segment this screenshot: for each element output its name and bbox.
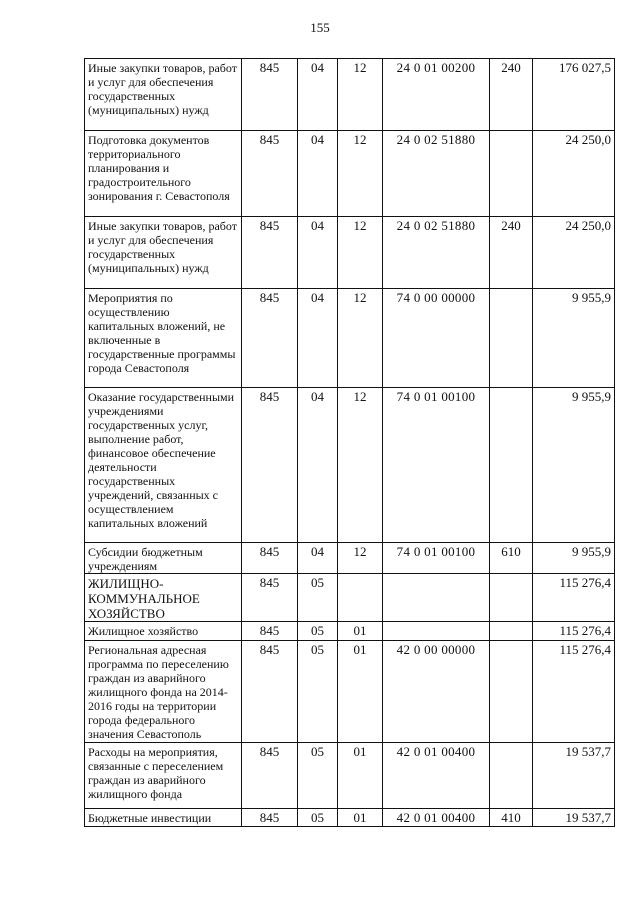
table-row	[85, 289, 615, 388]
row-section-cell: 05	[298, 622, 338, 641]
row-subsection-cell: 01	[338, 641, 383, 743]
row-name-cell: Бюджетные инвестиции	[85, 809, 242, 827]
row-grbs-cell: 845	[242, 641, 298, 743]
row-expense-type-cell: 610	[490, 543, 533, 574]
table-row	[85, 543, 615, 574]
table-row	[85, 574, 615, 622]
row-grbs-cell: 845	[242, 217, 298, 289]
row-target-article-cell: 42 0 01 00400	[383, 809, 490, 827]
row-expense-type-cell	[490, 641, 533, 743]
row-target-article-cell: 42 0 01 00400	[383, 743, 490, 809]
row-expense-type-cell: 240	[490, 59, 533, 131]
row-name-cell: Расходы на мероприятия, связанные с переселением граждан из аварийного жилищного фонда	[85, 743, 242, 809]
row-target-article-cell	[383, 622, 490, 641]
row-target-article-cell: 24 0 02 51880	[383, 217, 490, 289]
row-subsection-cell: 01	[338, 743, 383, 809]
table-row	[85, 622, 615, 641]
row-section-cell: 04	[298, 289, 338, 388]
row-subsection-cell: 12	[338, 543, 383, 574]
row-sum-cell: 115 276,4	[533, 574, 615, 622]
row-target-article-cell: 74 0 01 00100	[383, 543, 490, 574]
row-expense-type-cell	[490, 289, 533, 388]
row-name-cell: ЖИЛИЩНО-КОММУНАЛЬНОЕ ХОЗЯЙСТВО	[85, 574, 242, 622]
row-expense-type-cell: 240	[490, 217, 533, 289]
row-subsection-cell: 01	[338, 622, 383, 641]
row-name-cell: Жилищное хозяйство	[85, 622, 242, 641]
row-subsection-cell	[338, 574, 383, 622]
row-section-cell: 04	[298, 131, 338, 217]
row-name-cell: Иные закупки товаров, работ и услуг для обеспечения государственных (муниципальных) нужд	[85, 59, 242, 131]
row-sum-cell: 19 537,7	[533, 809, 615, 827]
row-sum-cell: 19 537,7	[533, 743, 615, 809]
row-subsection-cell: 12	[338, 289, 383, 388]
row-sum-cell: 115 276,4	[533, 641, 615, 743]
row-section-cell: 05	[298, 809, 338, 827]
table-row	[85, 743, 615, 809]
row-subsection-cell: 01	[338, 809, 383, 827]
row-expense-type-cell	[490, 131, 533, 217]
row-name-cell: Субсидии бюджетным учреждениям	[85, 543, 242, 574]
row-expense-type-cell	[490, 622, 533, 641]
row-sum-cell: 24 250,0	[533, 131, 615, 217]
budget-table	[84, 58, 615, 827]
row-section-cell: 05	[298, 574, 338, 622]
row-sum-cell: 176 027,5	[533, 59, 615, 131]
row-expense-type-cell	[490, 388, 533, 543]
row-grbs-cell: 845	[242, 543, 298, 574]
row-section-cell: 04	[298, 217, 338, 289]
page-number: 155	[310, 20, 330, 35]
row-name-cell: Мероприятия по осуществлению капитальных вложений, не включенные в государственные программы города Севастополя	[85, 289, 242, 388]
row-expense-type-cell: 410	[490, 809, 533, 827]
row-name-cell: Иные закупки товаров, работ и услуг для обеспечения государственных (муниципальных) нужд	[85, 217, 242, 289]
row-target-article-cell	[383, 574, 490, 622]
row-sum-cell: 9 955,9	[533, 543, 615, 574]
row-grbs-cell: 845	[242, 59, 298, 131]
row-section-cell: 04	[298, 543, 338, 574]
row-subsection-cell: 12	[338, 217, 383, 289]
row-target-article-cell: 24 0 01 00200	[383, 59, 490, 131]
row-grbs-cell: 845	[242, 289, 298, 388]
row-target-article-cell: 42 0 00 00000	[383, 641, 490, 743]
row-name-cell: Подготовка документов территориального планирования и градостроительного зонирования г. Севастополя	[85, 131, 242, 217]
row-subsection-cell: 12	[338, 131, 383, 217]
row-grbs-cell: 845	[242, 743, 298, 809]
row-sum-cell: 24 250,0	[533, 217, 615, 289]
row-expense-type-cell	[490, 743, 533, 809]
row-subsection-cell: 12	[338, 388, 383, 543]
row-sum-cell: 115 276,4	[533, 622, 615, 641]
table-row	[85, 59, 615, 131]
row-sum-cell: 9 955,9	[533, 289, 615, 388]
row-subsection-cell: 12	[338, 59, 383, 131]
row-section-cell: 05	[298, 641, 338, 743]
row-grbs-cell: 845	[242, 622, 298, 641]
row-section-cell: 05	[298, 743, 338, 809]
row-sum-cell: 9 955,9	[533, 388, 615, 543]
row-target-article-cell: 74 0 01 00100	[383, 388, 490, 543]
row-name-cell: Региональная адресная программа по переселению граждан из аварийного жилищного фонда на 2014-2016 годы на территории города федерального значения Севастополь	[85, 641, 242, 743]
table-row	[85, 217, 615, 289]
row-grbs-cell: 845	[242, 388, 298, 543]
row-grbs-cell: 845	[242, 131, 298, 217]
row-target-article-cell: 24 0 02 51880	[383, 131, 490, 217]
row-grbs-cell: 845	[242, 809, 298, 827]
row-section-cell: 04	[298, 388, 338, 543]
row-section-cell: 04	[298, 59, 338, 131]
table-row	[85, 641, 615, 743]
row-expense-type-cell	[490, 574, 533, 622]
row-name-cell: Оказание государственными учреждениями государственных услуг, выполнение работ, финансовое обеспечение деятельности государственных учреждений, связанных с осуществлением капитальных вложений	[85, 388, 242, 543]
table-row	[85, 809, 615, 827]
table-row	[85, 388, 615, 543]
row-target-article-cell: 74 0 00 00000	[383, 289, 490, 388]
table-row	[85, 131, 615, 217]
row-grbs-cell: 845	[242, 574, 298, 622]
